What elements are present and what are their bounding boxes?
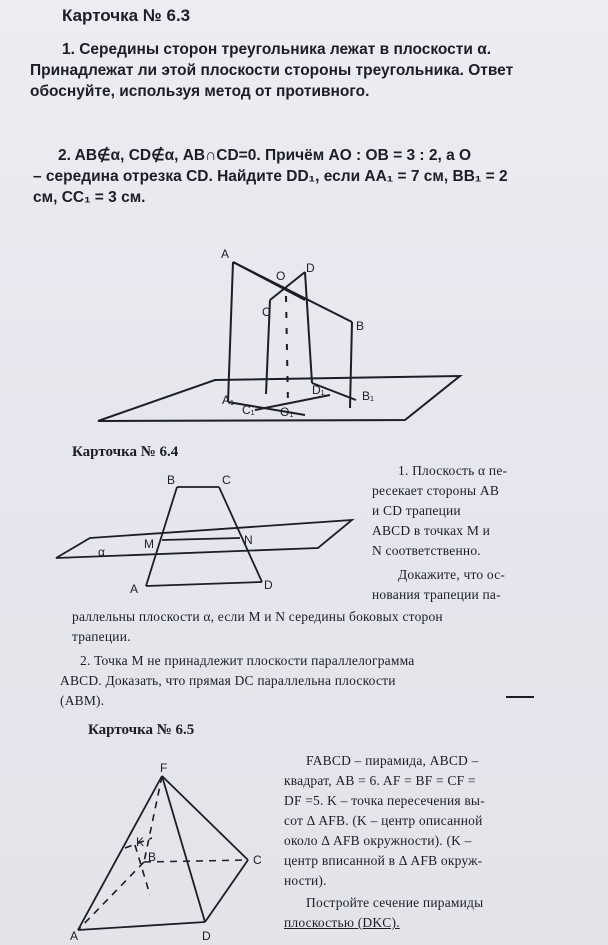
task-text: Постройте сечение пирамиды <box>306 895 484 910</box>
point-label: D <box>264 578 273 592</box>
task-text: 1. Плоскость α пе- <box>398 463 508 478</box>
task-text: нования трапеции па- <box>372 587 501 602</box>
point-label: C <box>253 853 262 867</box>
task-text: квадрат, AB = 6. AF = BF = CF = <box>284 773 476 788</box>
task-text: сот Δ AFB. (K – центр описанной <box>284 813 483 828</box>
task-text: Принадлежат ли этой плоскости стороны треугольника. Ответ <box>30 62 514 79</box>
point-label: C <box>262 305 271 319</box>
point-label: D₁ <box>312 383 325 397</box>
point-label: K <box>136 835 145 849</box>
task-text: раллельны плоскости α, если M и N середины боковых сторон <box>72 609 443 624</box>
task-text: (ABM). <box>60 693 105 708</box>
point-label: A <box>70 929 79 943</box>
task-text: ресекает стороны AB <box>372 483 500 498</box>
task-text: 2. Точка M не принадлежит плоскости параллелограмма <box>80 653 415 668</box>
task-text: см, CC₁ = 3 см. <box>33 189 146 206</box>
task-text: и CD трапеции <box>372 503 461 518</box>
card-title: Карточка № 6.5 <box>88 722 195 738</box>
task-text: DF =5. K – точка пересечения вы- <box>284 793 485 808</box>
task-text: обоснуйте, используя метод от противного. <box>30 83 370 100</box>
point-label: M <box>144 537 154 551</box>
task-text: около Δ AFB окружности). (K – <box>284 833 472 848</box>
point-label: D <box>202 929 211 943</box>
task-text: Докажите, что ос- <box>398 567 506 582</box>
point-label: A₁ <box>222 393 235 407</box>
point-label: B <box>356 319 365 333</box>
point-label: B <box>148 850 157 864</box>
point-label: C <box>222 473 231 487</box>
point-label: O₁ <box>280 405 294 419</box>
point-label: N <box>244 533 253 547</box>
task-text: FABCD – пирамида, ABCD – <box>306 753 479 768</box>
point-label: B <box>167 473 176 487</box>
task-text: ности). <box>284 873 327 888</box>
task-text: N соответственно. <box>372 543 481 558</box>
point-label: C₁ <box>242 403 255 417</box>
point-label: F <box>160 761 168 775</box>
task-text: центр вписанной в Δ AFB окруж- <box>284 853 483 868</box>
plane-label: α <box>98 545 105 559</box>
card-title: Карточка № 6.3 <box>62 6 191 25</box>
point-label: O <box>276 269 286 283</box>
point-label: A <box>221 247 230 261</box>
point-label: D <box>306 261 315 275</box>
task-text: – середина отрезка CD. Найдите DD₁, если AA₁ = 7 см, BB₁ = 2 <box>33 168 508 185</box>
point-label: B₁ <box>362 389 375 403</box>
point-label: A <box>130 582 139 596</box>
task-text: 2. AB∉α, CD∉α, AB∩CD=0. Причём AO : OB = 3 : 2, а O <box>58 147 472 164</box>
task-text: ABCD в точках M и <box>372 523 491 538</box>
task-text: ABCD. Доказать, что прямая DC параллельна плоскости <box>60 673 396 688</box>
task-text: плоскостью (DKC). <box>284 915 400 930</box>
task-text: 1. Середины сторон треугольника лежат в плоскости α. <box>62 41 492 58</box>
card-title: Карточка № 6.4 <box>72 444 179 460</box>
task-text: трапеции. <box>72 629 131 644</box>
